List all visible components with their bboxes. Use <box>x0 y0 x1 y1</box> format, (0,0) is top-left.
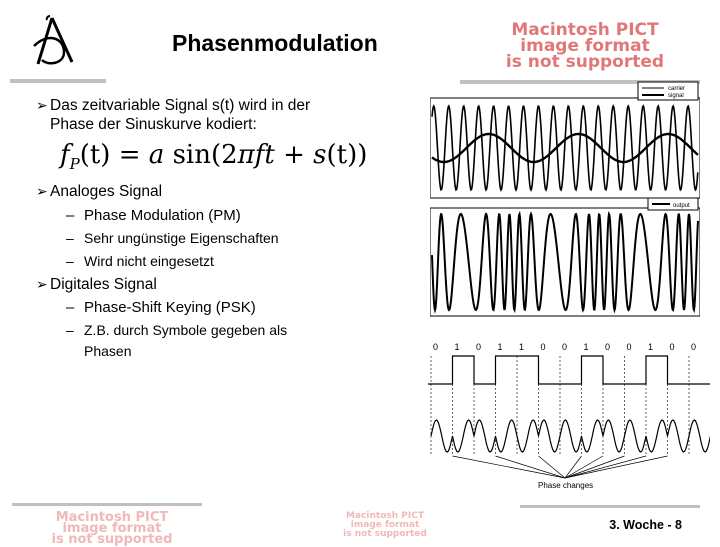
formula-part: (t)) <box>326 140 368 170</box>
slide-footer <box>520 505 700 540</box>
placeholder-line: Macintosh PICT <box>346 511 424 521</box>
bit-label: 0 <box>476 342 482 352</box>
placeholder-line: is not supported <box>505 52 665 72</box>
formula-part: π <box>237 140 255 170</box>
placeholder-line: is not supported <box>343 529 427 539</box>
placeholder-line: image format <box>62 521 162 536</box>
phase-modulation-waveform-figure <box>430 80 700 320</box>
output-panel <box>430 208 700 316</box>
placeholder-line: is not supported <box>51 532 173 547</box>
bit-label: 1 <box>519 342 525 352</box>
sub-bullet-text: Z.B. durch Symbole gegeben als <box>84 322 288 338</box>
arrow-bullet-icon: ➢ <box>36 277 48 293</box>
bit-label: 0 <box>562 342 568 352</box>
bullet-text: Digitales Signal <box>50 276 157 293</box>
slide-number: 3. Woche - 8 <box>609 518 682 532</box>
placeholder-line: Macintosh PICT <box>511 20 659 40</box>
formula-part: t <box>264 140 275 170</box>
legend-carrier: carrier <box>668 86 686 92</box>
legend-output: output <box>673 203 690 209</box>
title-divider <box>10 79 106 83</box>
placeholder-line: Macintosh PICT <box>55 510 169 525</box>
bit-label: 0 <box>540 342 546 352</box>
formula-part: a <box>148 140 165 170</box>
bullet-analog <box>36 182 162 202</box>
bullet-digital <box>36 275 157 295</box>
sub-bullet-text: Wird nicht eingesetzt <box>84 253 214 269</box>
sub-bullet-continued: Phasen <box>84 343 132 359</box>
sub-bullet-text: Phase-Shift Keying (PSK) <box>84 299 256 316</box>
phase-change-arrow <box>496 456 566 478</box>
page-title: Phasenmodulation <box>172 30 378 56</box>
formula-part: (t) <box>79 140 111 170</box>
bullet-intro <box>36 96 310 116</box>
bit-label: 0 <box>669 342 675 352</box>
phase-changes-caption: Phase changes <box>538 481 594 490</box>
sub-bullet: – Wird nicht eingesetzt <box>66 253 214 269</box>
sub-bullet: – Phase-Shift Keying (PSK) <box>66 299 256 316</box>
phase-change-arrow <box>565 456 646 478</box>
bit-label: 0 <box>605 342 611 352</box>
bit-labels <box>433 342 696 352</box>
sub-bullet: – Phase Modulation (PM) <box>66 207 241 224</box>
unsupported-image-placeholder-footer-center <box>335 512 435 539</box>
phase-change-arrow <box>453 456 566 478</box>
placeholder-line: image format <box>520 36 650 56</box>
bit-label: 1 <box>454 342 460 352</box>
unsupported-image-placeholder <box>470 22 700 70</box>
formula-part: sin(2 <box>164 140 238 170</box>
formula-part: = <box>110 140 149 170</box>
footer-divider-left <box>12 503 202 506</box>
sub-bullet: – Z.B. durch Symbole gegeben als <box>66 322 288 338</box>
unsupported-image-placeholder-footer <box>22 512 202 545</box>
bit-label: 1 <box>583 342 589 352</box>
formula-part: f <box>60 140 70 170</box>
phase-change-arrows <box>453 456 668 478</box>
formula-part: s <box>313 140 327 170</box>
bullet-text: Das zeitvariable Signal s(t) wird in der <box>50 97 311 114</box>
legend-signal: signal <box>668 93 684 99</box>
phase-modulation-formula <box>60 140 367 173</box>
phase-change-arrow <box>565 456 603 478</box>
placeholder-line: image format <box>350 520 420 530</box>
arrow-bullet-icon: ➢ <box>36 98 48 114</box>
bit-label: 1 <box>648 342 654 352</box>
formula-part: P <box>69 155 80 174</box>
bit-label: 1 <box>497 342 503 352</box>
arrow-bullet-icon: ➢ <box>36 184 48 200</box>
bullet-intro-continued: Phase der Sinuskurve kodiert: <box>50 116 257 133</box>
university-logo-icon <box>28 12 88 72</box>
phase-change-arrow <box>539 456 566 478</box>
bit-boundaries <box>431 356 710 456</box>
psk-figure <box>420 338 710 498</box>
formula-part: + <box>274 140 314 170</box>
formula-part: f <box>254 140 265 170</box>
bit-label: 0 <box>691 342 697 352</box>
bullet-text: Analoges Signal <box>50 183 163 200</box>
sub-bullet: – Sehr ungünstige Eigenschaften <box>66 230 279 246</box>
bit-label: 0 <box>433 342 439 352</box>
psk-carrier-wave <box>431 420 710 452</box>
sub-bullet-text: Phase Modulation (PM) <box>84 207 241 224</box>
sub-bullet-text: Sehr ungünstige Eigenschaften <box>84 230 279 246</box>
bit-label: 0 <box>626 342 632 352</box>
